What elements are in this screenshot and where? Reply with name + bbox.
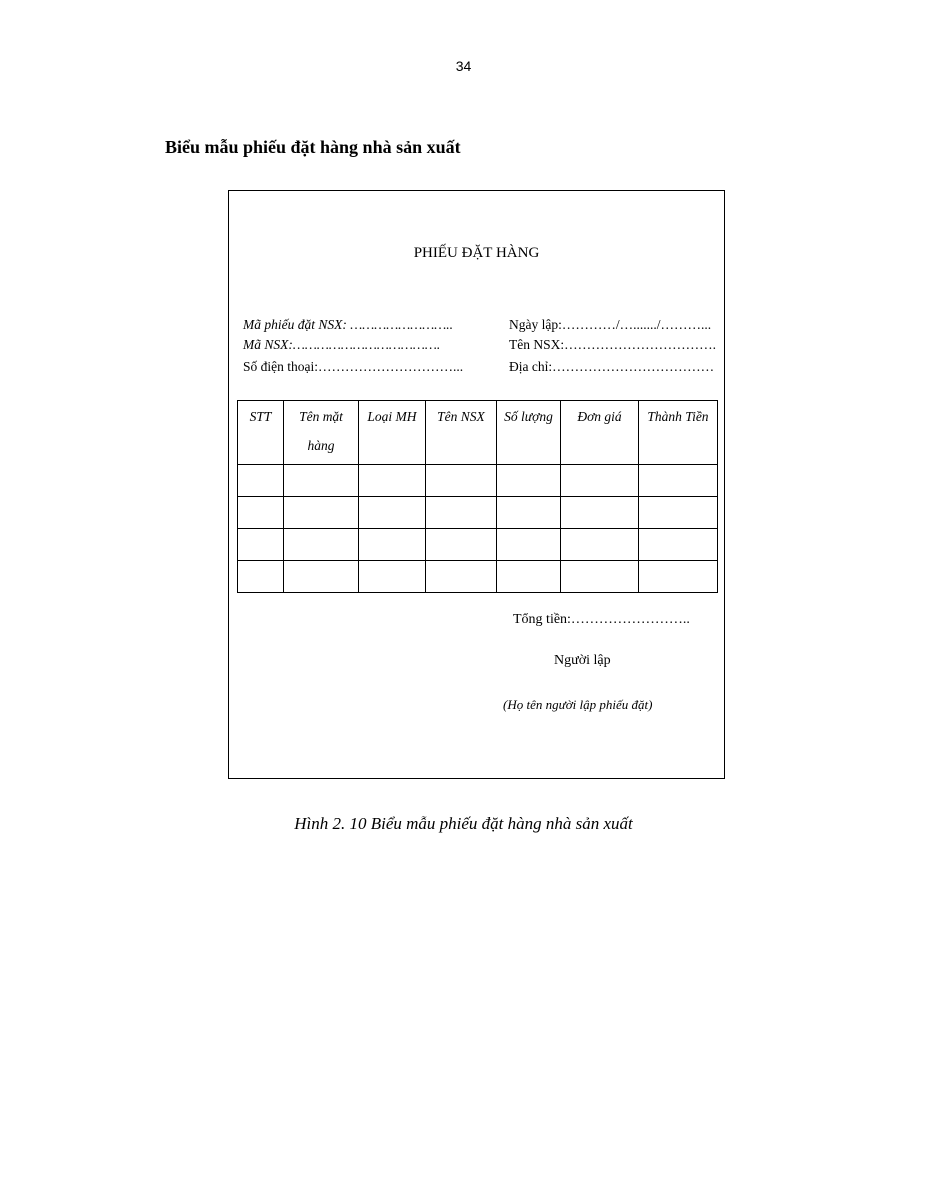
table-cell bbox=[359, 497, 426, 529]
total-field: Tổng tiền:…………………….. bbox=[513, 612, 690, 627]
date-field: Ngày lập:…………/…......./………... bbox=[509, 317, 712, 332]
table-cell bbox=[238, 561, 284, 593]
table-cell bbox=[284, 529, 359, 561]
table-cell bbox=[639, 529, 718, 561]
table-cell bbox=[497, 465, 561, 497]
table-row bbox=[238, 465, 718, 497]
table-cell bbox=[639, 465, 718, 497]
header-item-type: Loại MH bbox=[359, 401, 426, 465]
table-cell bbox=[426, 561, 497, 593]
table-cell bbox=[359, 561, 426, 593]
order-code-field: Mã phiếu đặt NSX: …………………….. bbox=[243, 317, 454, 332]
signer-note: (Họ tên người lập phiếu đặt) bbox=[503, 697, 653, 712]
table-cell bbox=[426, 497, 497, 529]
figure-caption: Hình 2. 10 Biểu mẫu phiếu đặt hàng nhà sản xuất bbox=[294, 814, 633, 833]
header-manufacturer-name: Tên NSX bbox=[426, 401, 497, 465]
form-title: PHIẾU ĐẶT HÀNG bbox=[413, 245, 540, 261]
table-header-row bbox=[238, 401, 718, 465]
header-stt: STT bbox=[238, 401, 284, 465]
order-form-figure bbox=[228, 190, 725, 779]
table-cell bbox=[497, 561, 561, 593]
header-amount: Thành Tiền bbox=[639, 401, 718, 465]
table-row bbox=[238, 529, 718, 561]
table-row bbox=[238, 497, 718, 529]
table-cell bbox=[426, 529, 497, 561]
table-cell bbox=[359, 529, 426, 561]
table-cell bbox=[639, 497, 718, 529]
table-cell bbox=[497, 497, 561, 529]
manufacturer-code-field: Mã NSX:………………………………. bbox=[243, 337, 441, 352]
header-item-name: Tên mặt hàng bbox=[284, 401, 359, 465]
table-cell bbox=[238, 465, 284, 497]
manufacturer-name-field: Tên NSX:……………………………. bbox=[509, 337, 716, 352]
table-cell bbox=[497, 529, 561, 561]
table-cell bbox=[561, 561, 639, 593]
table-cell bbox=[359, 465, 426, 497]
table-cell bbox=[284, 561, 359, 593]
section-heading: Biểu mẫu phiếu đặt hàng nhà sản xuất bbox=[165, 137, 461, 157]
table-cell bbox=[561, 465, 639, 497]
header-unit-price: Đơn giá bbox=[561, 401, 639, 465]
table-row bbox=[238, 561, 718, 593]
table-cell bbox=[561, 529, 639, 561]
table-cell bbox=[426, 465, 497, 497]
order-items-table bbox=[237, 400, 718, 593]
phone-field: Số điện thoại:…………………………... bbox=[243, 359, 464, 374]
table-cell bbox=[284, 465, 359, 497]
header-quantity: Số lượng bbox=[497, 401, 561, 465]
page-number: 34 bbox=[455, 58, 472, 74]
table-cell bbox=[639, 561, 718, 593]
table-cell bbox=[284, 497, 359, 529]
signer-title: Người lập bbox=[554, 653, 611, 668]
table-cell bbox=[238, 529, 284, 561]
table-cell bbox=[561, 497, 639, 529]
table-cell bbox=[238, 497, 284, 529]
address-field: Địa chỉ:……………………………… bbox=[509, 359, 715, 374]
